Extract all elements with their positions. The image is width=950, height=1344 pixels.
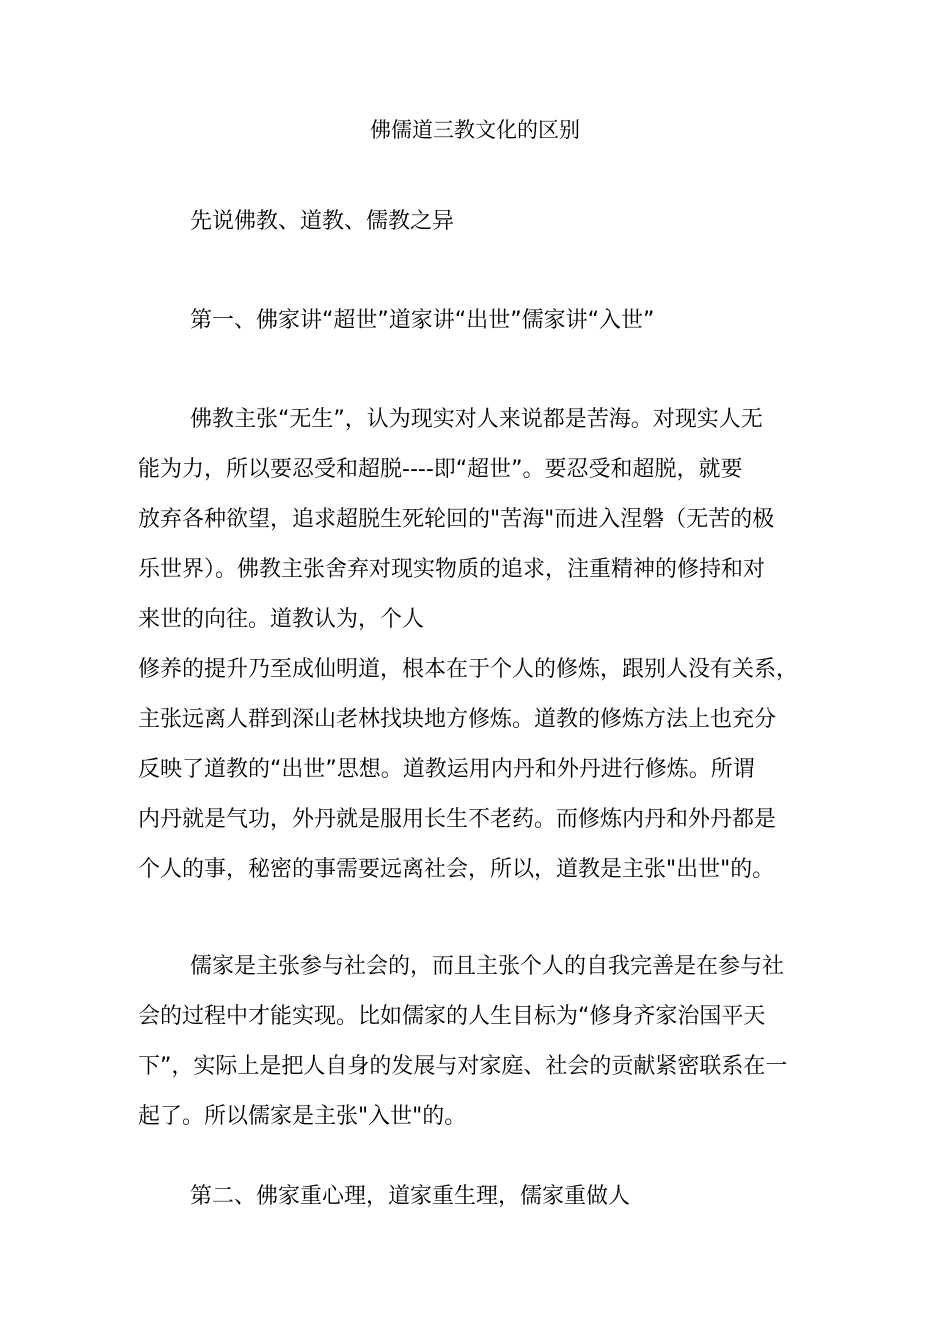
paragraph-2 — [138, 942, 818, 1142]
paragraph-1-line: 修养的提升乃至成仙明道，根本在于个人的修炼，跟别人没有关系， — [138, 657, 799, 682]
section1-heading: 第一、佛家讲“超世”道家讲“出世”儒家讲“入世” — [190, 308, 655, 333]
intro-heading: 先说佛教、道教、儒教之异 — [190, 209, 455, 234]
section2-heading: 第二、佛家重心理，道家重生理，儒家重做人 — [190, 1184, 631, 1209]
paragraph-1-line: 乐世界）。佛教主张舍弃对现实物质的追求，注重精神的修持和对 — [138, 557, 766, 582]
paragraph-2-line: 儒家是主张参与社会的，而且主张个人的自我完善是在参与社 — [190, 954, 785, 979]
paragraph-2-line: 起了。所以儒家是主张"入世"的。 — [138, 1104, 467, 1129]
document-title: 佛儒道三教文化的区别 — [370, 118, 580, 142]
paragraph-1-line: 反映了道教的“出世”思想。道教运用内丹和外丹进行修炼。所谓 — [138, 757, 755, 782]
paragraph-1-line: 主张远离人群到深山老林找块地方修炼。道教的修炼方法上也充分 — [138, 707, 777, 732]
paragraph-1-line: 佛教主张“无生”，认为现实对人来说都是苦海。对现实人无 — [190, 407, 763, 432]
paragraph-1 — [138, 395, 818, 895]
paragraph-1-line: 内丹就是气功，外丹就是服用长生不老药。而修炼内丹和外丹都是 — [138, 807, 777, 832]
paragraph-1-line: 能为力，所以要忍受和超脱----即“超世”。要忍受和超脱，就要 — [138, 457, 743, 482]
paragraph-2-line: 会的过程中才能实现。比如儒家的人生目标为“修身齐家治国平天 — [138, 1004, 766, 1029]
paragraph-1-line: 来世的向往。道教认为，个人 — [138, 607, 425, 632]
paragraph-1-line: 个人的事，秘密的事需要远离社会，所以，道教是主张"出世"的。 — [138, 857, 775, 882]
paragraph-2-line: 下”，实际上是把人自身的发展与对家庭、社会的贡献紧密联系在一 — [138, 1054, 788, 1079]
paragraph-1-line: 放弃各种欲望，追求超脱生死轮回的"苦海"而进入涅磐（无苦的极 — [138, 507, 775, 532]
